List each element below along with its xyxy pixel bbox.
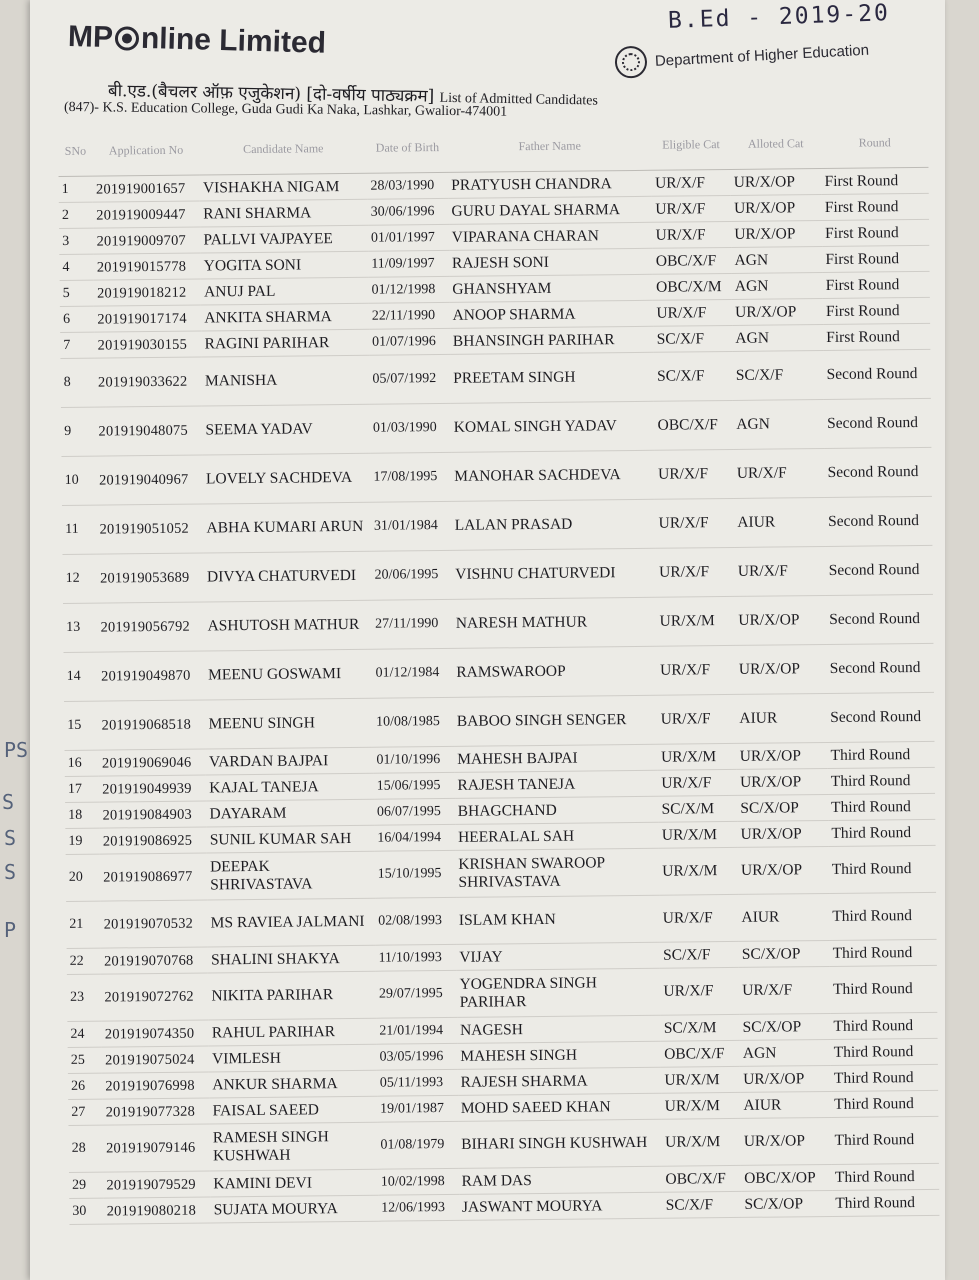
cell-sno: 1 [59,176,94,202]
cell-father: ISLAM KHAN [456,895,660,944]
course-hindi: बी.एड.(बैचलर ऑफ़ एजुकेशन) [दो-वर्षीय पाठ्यक्रम] [107,81,435,107]
cell-sno: 3 [59,228,94,254]
cell-round: Second Round [824,447,932,497]
cell-father: GURU DAYAL SHARMA [448,196,652,224]
cell-allot: UR/X/OP [735,595,826,645]
cell-allot: AIUR [734,497,825,547]
emblem-icon [614,45,648,79]
cell-elig: OBC/X/F [654,400,733,450]
cell-elig: SC/X/F [654,325,733,352]
cell-app: 201919079146 [103,1124,210,1172]
cell-name: VISHAKHA NIGAM [200,173,368,201]
cell-name: ASHUTOSH MATHUR [204,600,372,651]
cell-app: 201919084903 [99,801,206,828]
cell-dob: 19/01/1987 [377,1095,458,1122]
cell-father: VISHNU CHATURVEDI [452,548,656,599]
cell-allot: AGN [740,1039,831,1066]
cell-app: 201919086977 [100,853,207,901]
cell-sno: 22 [67,948,102,974]
margin-mark: P [4,918,17,942]
cell-round: Third Round [831,1038,938,1065]
cell-elig: UR/X/F [656,547,735,597]
col-sno: SNo [58,126,93,177]
cell-name: MS RAVIEA JALMANI [207,898,375,947]
cell-app: 201919069046 [99,749,206,776]
admitted-candidates-table [58,117,939,1225]
cell-name: SUJATA MOURYA [211,1195,379,1223]
cell-dob: 11/09/1997 [368,250,449,277]
cell-sno: 6 [60,306,95,332]
cell-father: MAHESH BAJPAI [454,744,658,772]
cell-allot: AIUR [740,1091,831,1118]
cell-name: RANI SHARMA [200,199,368,227]
cell-app: 201919086925 [100,827,207,854]
cell-elig: UR/X/F [657,694,736,744]
col-allotted: Alloted Cat [730,118,821,169]
cell-elig: UR/X/M [662,1092,741,1119]
cell-dob: 20/06/1995 [371,550,452,600]
cell-sno: 14 [64,652,99,701]
cell-round: Second Round [825,496,933,546]
cell-elig: UR/X/M [658,743,737,770]
cell-elig: UR/X/F [655,498,734,548]
cell-app: 201919076998 [102,1072,209,1099]
cell-app: 201919040967 [96,455,203,505]
cell-round: Third Round [831,1116,939,1164]
cell-name: SEEMA YADAV [202,404,370,455]
cell-allot: UR/X/OP [732,299,823,326]
cell-sno: 26 [68,1073,103,1099]
col-eligible: Eligible Cat [651,119,730,170]
cell-app: 201919033622 [95,357,202,407]
cell-round: Third Round [828,819,935,846]
cell-round: Third Round [829,845,937,893]
cell-app: 201919074350 [102,1020,209,1047]
cell-round: Third Round [831,1090,938,1117]
cell-allot: UR/X/OP [737,768,828,795]
cell-round: Third Round [830,939,937,966]
cell-name: LOVELY SACHDEVA [203,453,371,504]
cell-round: First Round [822,193,929,220]
cell-sno: 8 [60,358,95,407]
cell-dob: 28/03/1990 [367,172,448,199]
cell-elig: UR/X/M [662,1118,741,1166]
mponline-logo [68,20,327,61]
cell-dob: 31/01/1984 [371,501,452,551]
cell-dob: 01/08/1979 [377,1121,458,1169]
margin-mark: S [4,826,17,850]
cell-app: 201919030155 [94,331,201,358]
cell-round: Second Round [825,545,933,595]
cell-app: 201919072762 [101,973,208,1021]
cell-name: ANKITA SHARMA [201,303,369,331]
cell-name: SHALINI SHAKYA [208,945,376,973]
cell-elig: SC/X/F [654,351,733,401]
cell-app: 201919009707 [93,227,200,254]
cell-elig: UR/X/F [660,967,739,1015]
cell-app: 201919001657 [93,175,200,202]
cell-app: 201919075024 [102,1046,209,1073]
cell-elig: OBC/X/F [653,247,732,274]
cell-round: Third Round [831,1064,938,1091]
department-name: Department of Higher Education [654,41,870,70]
cell-allot: AGN [733,399,824,449]
cell-sno: 10 [61,456,96,505]
cell-father: MAHESH SINGH [457,1041,661,1069]
cell-name: KAMINI DEVI [210,1169,378,1197]
cell-dob: 10/08/1985 [373,697,454,747]
cell-round: First Round [822,245,929,272]
cell-round: Third Round [832,1163,939,1190]
cell-father: GHANSHYAM [449,274,653,302]
cell-dob: 11/10/1993 [375,944,456,971]
cell-father: RAM DAS [458,1166,662,1194]
cell-sno: 7 [60,332,95,358]
cell-father: BHANSINGH PARIHAR [450,326,654,354]
cell-elig: UR/X/F [659,894,738,942]
cell-allot: AGN [732,273,823,300]
cell-elig: UR/X/M [656,596,735,646]
cell-sno: 15 [64,701,99,750]
cell-sno: 17 [65,776,100,802]
list-title: List of Admitted Candidates [439,90,598,109]
cell-name: RAGINI PARIHAR [201,329,369,357]
cell-app: 201919015778 [94,253,201,280]
cell-allot: AIUR [736,693,827,743]
cell-app: 201919051052 [96,504,203,554]
cell-round: Second Round [827,692,935,742]
cell-father: ANOOP SHARMA [449,300,653,328]
cell-name: ANUJ PAL [201,277,369,305]
cell-sno: 23 [67,974,102,1021]
cell-father: JASWANT MOURYA [459,1192,663,1220]
cell-elig: OBC/X/F [661,1040,740,1067]
cell-elig: UR/X/F [652,195,731,222]
cell-name: RAHUL PARIHAR [209,1018,377,1046]
cell-allot: UR/X/OP [731,195,822,222]
cell-father: BIHARI SINGH KUSHWAH [458,1119,662,1168]
cell-name: MEENU SINGH [205,698,373,749]
cell-round: Third Round [827,741,934,768]
cell-sno: 13 [63,603,98,652]
cell-name: ABHA KUMARI ARUN [203,502,371,553]
cell-father: YOGENDRA SINGH PARIHAR [456,968,660,1017]
cell-name: SUNIL KUMAR SAH [207,825,375,853]
cell-round: First Round [822,219,929,246]
cell-father: KRISHAN SWAROOP SHRIVASTAVA [455,848,659,897]
cell-allot: UR/X/OP [731,221,822,248]
cell-dob: 01/12/1984 [372,648,453,698]
cell-dob: 05/07/1992 [369,354,450,404]
cell-sno: 29 [69,1172,104,1198]
cell-dob: 27/11/1990 [372,599,453,649]
cell-allot: OBC/X/OP [741,1164,832,1191]
cell-sno: 25 [68,1047,103,1073]
cell-sno: 19 [65,828,100,854]
cell-elig: UR/X/F [657,645,736,695]
cell-dob: 01/07/1996 [369,328,450,355]
logo-brand-rest: nline Limited [140,21,327,60]
cell-allot: UR/X/OP [736,644,827,694]
cell-sno: 21 [66,901,101,948]
cell-round: Second Round [824,398,932,448]
cell-allot: SC/X/F [733,350,824,400]
cell-dob: 17/08/1995 [370,452,451,502]
cell-allot: SC/X/OP [741,1190,832,1217]
col-application: Application No [92,125,199,177]
cell-round: Second Round [823,349,931,399]
cell-round: First Round [821,167,928,194]
cell-allot: UR/X/OP [738,846,829,894]
cell-name: VIMLESH [209,1044,377,1072]
cell-name: RAMESH SINGH KUSHWAH [210,1122,378,1171]
cell-allot: SC/X/OP [737,794,828,821]
cell-app: 201919079529 [103,1171,210,1198]
cell-allot: AGN [732,324,823,351]
cell-elig: UR/X/M [661,1066,740,1093]
cell-father: RAMSWAROOP [453,646,657,697]
cell-dob: 29/07/1995 [376,970,457,1018]
cell-round: First Round [823,271,930,298]
cell-elig: UR/X/M [659,821,738,848]
cell-father: BHAGCHAND [455,796,659,824]
cell-sno: 11 [62,505,97,554]
cell-sno: 20 [66,854,101,901]
cell-dob: 16/04/1994 [374,824,455,851]
cell-father: BABOO SINGH SENGER [454,695,658,746]
cell-father: RAJESH SONI [449,248,653,276]
cell-father: MANOHAR SACHDEVA [451,450,655,501]
cell-app: 201919070768 [101,947,208,974]
cell-app: 201919077328 [103,1098,210,1125]
cell-round: Third Round [830,1012,937,1039]
cell-allot: UR/X/OP [737,820,828,847]
cell-app: 201919056792 [97,602,204,652]
cell-sno: 12 [62,554,97,603]
cell-dob: 01/01/1997 [368,224,449,251]
cell-dob: 30/06/1996 [368,198,449,225]
cell-elig: UR/X/F [652,169,731,196]
cell-elig: UR/X/F [658,769,737,796]
cell-name: PALLVI VAJPAYEE [200,225,368,253]
cell-name: KAJAL TANEJA [206,773,374,801]
cell-name: NIKITA PARIHAR [208,971,376,1020]
col-dob: Date of Birth [367,122,448,173]
cell-round: Second Round [826,594,934,644]
cell-sno: 30 [69,1198,104,1224]
cell-dob: 10/02/1998 [378,1168,459,1195]
cell-allot: UR/X/F [735,546,826,596]
college-name: (847)- K.S. Education College, Guda Gudi Ka Naka, Lashkar, Gwalior-474001 [63,100,508,120]
cell-name: ANKUR SHARMA [209,1070,377,1098]
cell-sno: 2 [59,202,94,228]
cell-dob: 22/11/1990 [369,302,450,329]
cell-app: 201919049870 [98,651,205,701]
cell-app: 201919048075 [95,406,202,456]
cell-allot: UR/X/F [734,448,825,498]
cell-name: MEENU GOSWAMI [205,649,373,700]
cell-sno: 28 [68,1125,103,1172]
cell-round: Second Round [826,643,934,693]
cell-father: LALAN PRASAD [451,499,655,550]
col-father: Father Name [448,120,652,173]
cell-name: MANISHA [202,355,370,406]
cell-sno: 18 [65,802,100,828]
cell-father: HEERALAL SAH [455,822,659,850]
cell-father: VIJAY [456,942,660,970]
cell-father: VIPARANA CHARAN [449,222,653,250]
globe-icon [115,26,140,51]
cell-app: 201919009447 [93,201,200,228]
cell-allot: SC/X/OP [739,940,830,967]
cell-dob: 15/10/1995 [374,850,455,898]
cell-father: PREETAM SINGH [450,352,654,403]
cell-dob: 05/11/1993 [377,1069,458,1096]
cell-dob: 21/01/1994 [376,1017,457,1044]
cell-app: 201919068518 [98,700,205,750]
cell-round: Third Round [829,892,937,940]
cell-elig: SC/X/F [663,1191,742,1218]
cell-sno: 24 [67,1021,102,1047]
cell-sno: 9 [61,407,96,456]
table-body [59,167,940,1224]
cell-elig: SC/X/M [658,795,737,822]
cell-sno: 27 [68,1099,103,1125]
cell-father: KOMAL SINGH YADAV [450,401,654,452]
cell-app: 201919017174 [94,305,201,332]
cell-sno: 4 [59,254,94,280]
col-round: Round [821,117,929,169]
cell-name: YOGITA SONI [201,251,369,279]
cell-round: Third Round [830,965,938,1013]
cell-dob: 12/06/1993 [378,1194,459,1221]
cell-elig: OBC/X/M [653,273,732,300]
cell-dob: 01/10/1996 [373,746,454,773]
cell-allot: UR/X/OP [741,1117,832,1165]
cell-dob: 06/07/1995 [374,798,455,825]
cell-name: DIVYA CHATURVEDI [204,551,372,602]
cell-father: MOHD SAEED KHAN [458,1093,662,1121]
margin-mark: PS [4,738,29,762]
cell-dob: 01/12/1998 [368,276,449,303]
cell-elig: UR/X/F [652,221,731,248]
cell-round: Third Round [828,793,935,820]
cell-elig: UR/X/F [653,299,732,326]
col-name: Candidate Name [199,123,367,175]
cell-father: NARESH MATHUR [453,597,657,648]
cell-name: DEEPAK SHRIVASTAVA [207,851,375,900]
cell-elig: UR/X/F [655,449,734,499]
handwritten-note: B.Ed - 2019-20 [667,0,891,34]
cell-round: First Round [823,323,930,350]
cell-allot: UR/X/F [739,966,830,1014]
cell-allot: UR/X/OP [740,1065,831,1092]
cell-dob: 01/03/1990 [370,403,451,453]
cell-round: Third Round [828,767,935,794]
margin-mark: S [2,790,15,814]
cell-dob: 03/05/1996 [376,1043,457,1070]
cell-elig: UR/X/M [659,847,738,895]
margin-mark: S [4,860,17,884]
cell-allot: AGN [731,247,822,274]
cell-dob: 15/06/1995 [374,772,455,799]
cell-allot: UR/X/OP [737,742,828,769]
cell-elig: OBC/X/F [662,1165,741,1192]
cell-dob: 02/08/1993 [375,897,456,945]
cell-elig: SC/X/M [661,1014,740,1041]
cell-elig: SC/X/F [660,941,739,968]
cell-app: 201919053689 [97,553,204,603]
cell-allot: UR/X/OP [731,169,822,196]
cell-round: Third Round [832,1189,939,1216]
cell-name: VARDAN BAJPAI [206,747,374,775]
cell-father: RAJESH SHARMA [457,1067,661,1095]
cell-sno: 5 [60,280,95,306]
cell-sno: 16 [65,750,100,776]
cell-father: RAJESH TANEJA [454,770,658,798]
table-header-row [58,117,928,177]
cell-app: 201919080218 [104,1197,211,1224]
cell-app: 201919049939 [99,775,206,802]
cell-name: DAYARAM [206,799,374,827]
cell-father: NAGESH [457,1015,661,1043]
logo-brand: MP [67,20,114,55]
cell-allot: SC/X/OP [739,1013,830,1040]
cell-app: 201919070532 [100,900,207,948]
cell-name: FAISAL SAEED [209,1096,377,1124]
cell-father: PRATYUSH CHANDRA [448,170,652,198]
cell-allot: AIUR [738,893,829,941]
cell-app: 201919018212 [94,279,201,306]
cell-round: First Round [823,297,930,324]
